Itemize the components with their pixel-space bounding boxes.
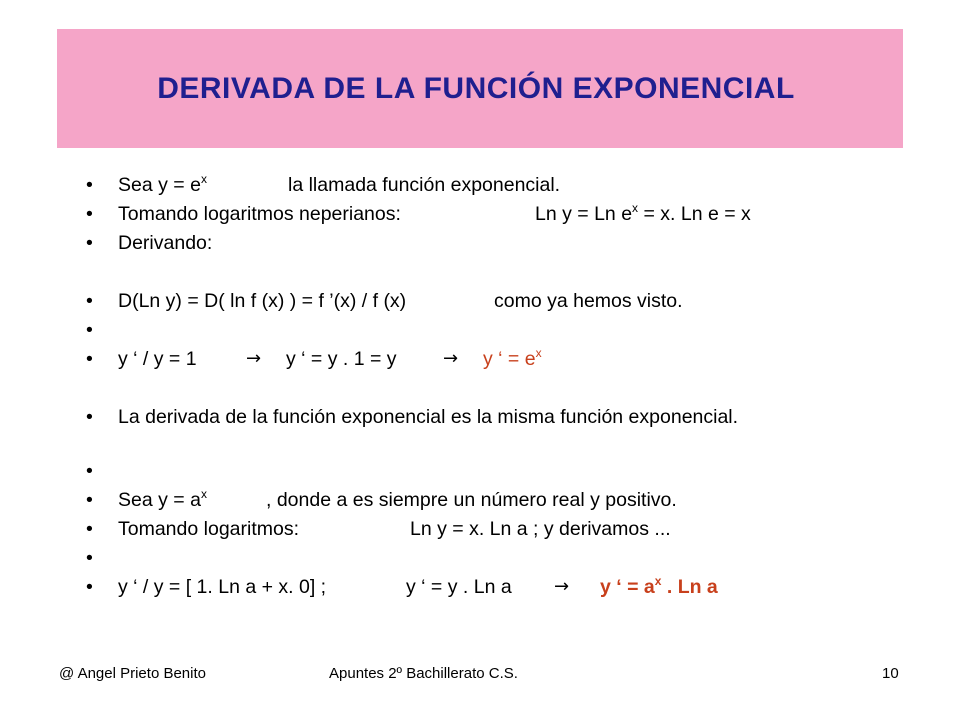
text-segment: Sea y = e	[118, 174, 201, 196]
bullet-icon: •	[86, 518, 93, 540]
text-segment: como ya hemos visto.	[494, 290, 683, 312]
arrow-right-icon: →	[443, 348, 459, 369]
bullet-icon: •	[86, 319, 93, 341]
line-content	[118, 488, 207, 512]
bullet-icon: •	[86, 348, 93, 370]
text-segment: Tomando logaritmos:	[118, 518, 300, 540]
line-content	[118, 173, 207, 197]
text-segment: y ‘ = e	[483, 348, 536, 370]
result-highlight	[600, 575, 718, 599]
text-segment: La derivada de la función exponencial es la misma función exponencial.	[118, 406, 739, 428]
bullet-icon: •	[86, 489, 93, 511]
text-segment: Ln y = x. Ln a ; y derivamos ...	[410, 518, 671, 540]
bullet-icon: •	[86, 460, 93, 482]
footer-author: @ Angel Prieto Benito	[59, 665, 206, 682]
bullet-icon: •	[86, 576, 93, 598]
bullet-icon: •	[86, 406, 93, 428]
text-segment: Ln y = Ln e	[535, 203, 633, 225]
text-segment: Sea y = a	[118, 489, 201, 511]
page-title: DERIVADA DE LA FUNCIÓN EXPONENCIAL	[157, 71, 795, 105]
bullet-icon: •	[86, 290, 93, 312]
text-segment: Derivando:	[118, 232, 213, 254]
title-banner	[57, 29, 903, 148]
bullet-icon: •	[86, 232, 93, 254]
footer-page-number: 10	[882, 665, 899, 682]
text-segment: y ‘ = y . Ln a	[406, 576, 512, 598]
arrow-right-icon: →	[554, 576, 570, 597]
superscript: x	[200, 487, 207, 501]
superscript: x	[654, 574, 662, 588]
equation	[535, 202, 751, 226]
superscript: x	[200, 172, 207, 186]
arrow-right-icon: →	[246, 348, 262, 369]
text-segment: = x. Ln e = x	[638, 203, 751, 225]
bullet-icon: •	[86, 203, 93, 225]
text-segment: D(Ln y) = D( ln f (x) ) = f ’(x) / f (x)	[118, 290, 407, 312]
text-segment: , donde a es siempre un número real y positivo.	[266, 489, 677, 511]
superscript: x	[632, 201, 639, 215]
result-highlight	[483, 347, 542, 371]
text-segment: la llamada función exponencial.	[288, 174, 561, 196]
bullet-icon: •	[86, 174, 93, 196]
bullet-icon: •	[86, 547, 93, 569]
text-segment: y ‘ = a	[600, 576, 655, 598]
text-segment: . Ln a	[661, 576, 718, 598]
text-segment: y ‘ / y = [ 1. Ln a + x. 0] ;	[118, 576, 327, 598]
text-segment: y ‘ = y . 1 = y	[286, 348, 397, 370]
footer-course: Apuntes 2º Bachillerato C.S.	[329, 665, 518, 682]
superscript: x	[535, 346, 542, 360]
text-segment: Tomando logaritmos neperianos:	[118, 203, 401, 225]
text-segment: y ‘ / y = 1	[118, 348, 197, 370]
